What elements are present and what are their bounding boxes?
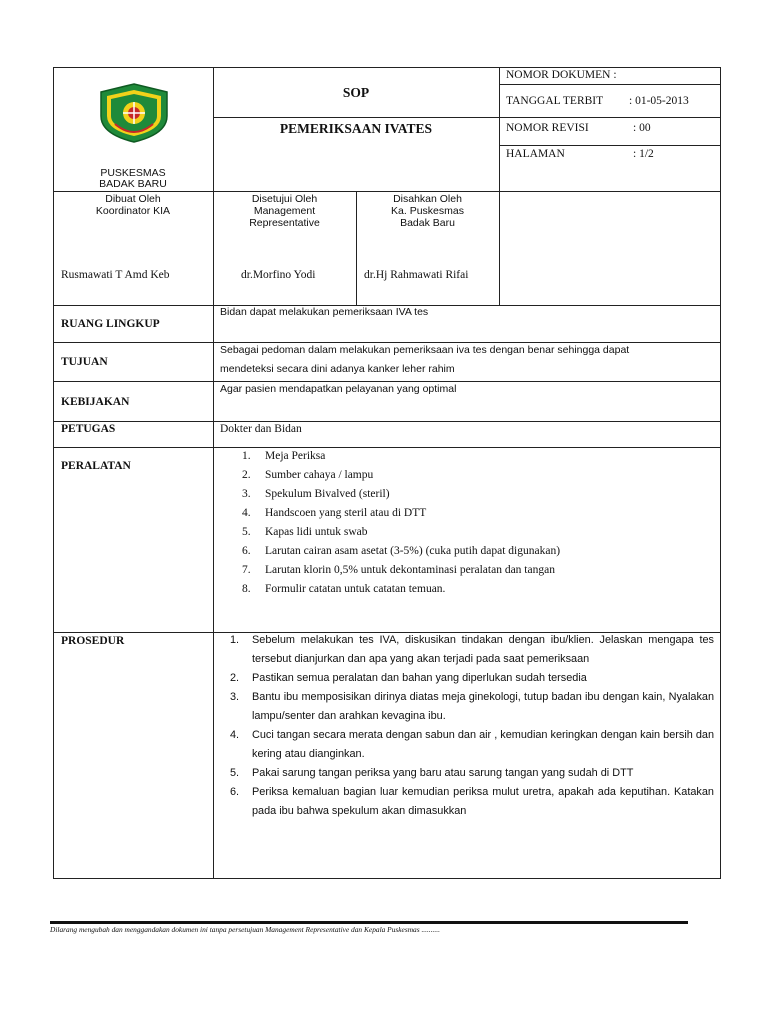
meta-label-nomor-dokumen: NOMOR DOKUMEN : — [506, 69, 617, 81]
signature-disetujui-name: dr.Morfino Yodi — [241, 269, 316, 281]
list-item: 6. Periksa kemaluan bagian luar kemudian periksa mulut uretra, apakah ada keputihan. Katakan pada ibu bahwa spekulum akan dimasukkan — [230, 786, 714, 817]
tujuan-text-line2: mendeteksi secara dini adanya kanker leher rahim — [220, 363, 455, 375]
list-item: 8. Formulir catatan untuk catatan temuan. — [242, 583, 446, 595]
signature-disetujui-line3: Representative — [249, 217, 320, 229]
peralatan-list — [242, 447, 712, 599]
signature-disahkan-line2: Ka. Puskesmas — [391, 205, 464, 217]
org-name-line1: PUSKESMAS — [100, 167, 166, 179]
signature-disahkan-line1: Disahkan Oleh — [393, 193, 462, 205]
list-item: 6. Larutan cairan asam asetat (3-5%) (cuka putih dapat digunakan) — [242, 545, 561, 557]
border-bottom — [53, 878, 721, 879]
document-title: PEMERIKSAAN IVATES — [279, 121, 433, 136]
label-kebijakan: KEBIJAKAN — [61, 396, 130, 408]
tujuan-text-line1: Sebagai pedoman dalam melakukan pemeriksaan iva tes dengan benar sehingga dapat — [220, 344, 630, 356]
sop-document — [53, 67, 721, 879]
list-item: 5. Pakai sarung tangan periksa yang baru atau sarung tangan yang sudah di DTT — [230, 767, 634, 779]
list-item: 4. Cuci tangan secara merata dengan sabun dan air , kemudian keringkan dengan kain bersih dan kering atau dianginkan. — [230, 729, 714, 760]
label-ruang-lingkup: RUANG LINGKUP — [61, 318, 160, 330]
border-right — [720, 67, 721, 879]
list-item: 5. Kapas lidi untuk swab — [242, 526, 368, 538]
list-item: 2. Sumber cahaya / lampu — [242, 469, 374, 481]
meta-value-nomor-revisi: : 00 — [633, 122, 651, 134]
prosedur-list — [214, 631, 714, 821]
kebijakan-text: Agar pasien mendapatkan pelayanan yang optimal — [220, 383, 457, 395]
puskesmas-logo-icon — [97, 82, 171, 144]
meta-value-halaman: : 1/2 — [633, 148, 654, 160]
footer-disclaimer: Dilarang mengubah dan menggandakan dokumen ini tanpa persetujuan Management Representative dan Kepala Puskesmas .......... — [50, 925, 440, 934]
signature-disahkan-line3: Badak Baru — [400, 217, 455, 229]
label-peralatan: PERALATAN — [61, 460, 131, 472]
label-petugas: PETUGAS — [61, 423, 116, 435]
sop-heading: SOP — [342, 85, 370, 100]
meta-label-tanggal-terbit: TANGGAL TERBIT — [506, 95, 604, 107]
list-item: 3. Spekulum Bivalved (steril) — [242, 488, 390, 500]
footer-divider — [50, 921, 688, 924]
petugas-text: Dokter dan Bidan — [220, 423, 302, 435]
list-item: 7. Larutan klorin 0,5% untuk dekontaminasi peralatan dan tangan — [242, 564, 555, 576]
signature-disetujui-line1: Disetujui Oleh — [251, 193, 318, 205]
org-name-line2: BADAK BARU — [99, 178, 167, 190]
signature-disahkan-name: dr.Hj Rahmawati Rifai — [364, 269, 469, 281]
list-item: 4. Handscoen yang steril atau di DTT — [242, 507, 427, 519]
signature-dibuat-name: Rusmawati T Amd Keb — [61, 269, 170, 281]
label-tujuan: TUJUAN — [61, 356, 108, 368]
ruang-lingkup-text: Bidan dapat melakukan pemeriksaan IVA tes — [220, 306, 429, 318]
signature-dibuat-line1: Dibuat Oleh — [105, 193, 161, 205]
meta-value-tanggal-terbit: : 01-05-2013 — [629, 95, 689, 107]
signature-disetujui-line2: Management — [253, 205, 316, 217]
list-item: 1. Sebelum melakukan tes IVA, diskusikan tindakan dengan ibu/klien. Jelaskan mengapa tes tersebut dianjurkan dan apa yang akan terjadi pada saat pemeriksaan — [230, 634, 714, 665]
list-item: 3. Bantu ibu memposisikan dirinya diatas meja ginekologi, tutup badan ibu dengan kain, Nyalakan lampu/senter dan arahkan kevagina ibu. — [230, 691, 714, 722]
list-item: 1. Meja Periksa — [242, 450, 326, 462]
border-top — [53, 67, 721, 68]
list-item: 2. Pastikan semua peralatan dan bahan yang diperlukan sudah tersedia — [230, 672, 587, 684]
signature-dibuat-line2: Koordinator KIA — [95, 205, 171, 217]
meta-label-nomor-revisi: NOMOR REVISI — [506, 122, 589, 134]
meta-label-halaman: HALAMAN — [506, 148, 565, 160]
meta-column-divider — [499, 67, 500, 305]
label-prosedur: PROSEDUR — [61, 635, 125, 647]
